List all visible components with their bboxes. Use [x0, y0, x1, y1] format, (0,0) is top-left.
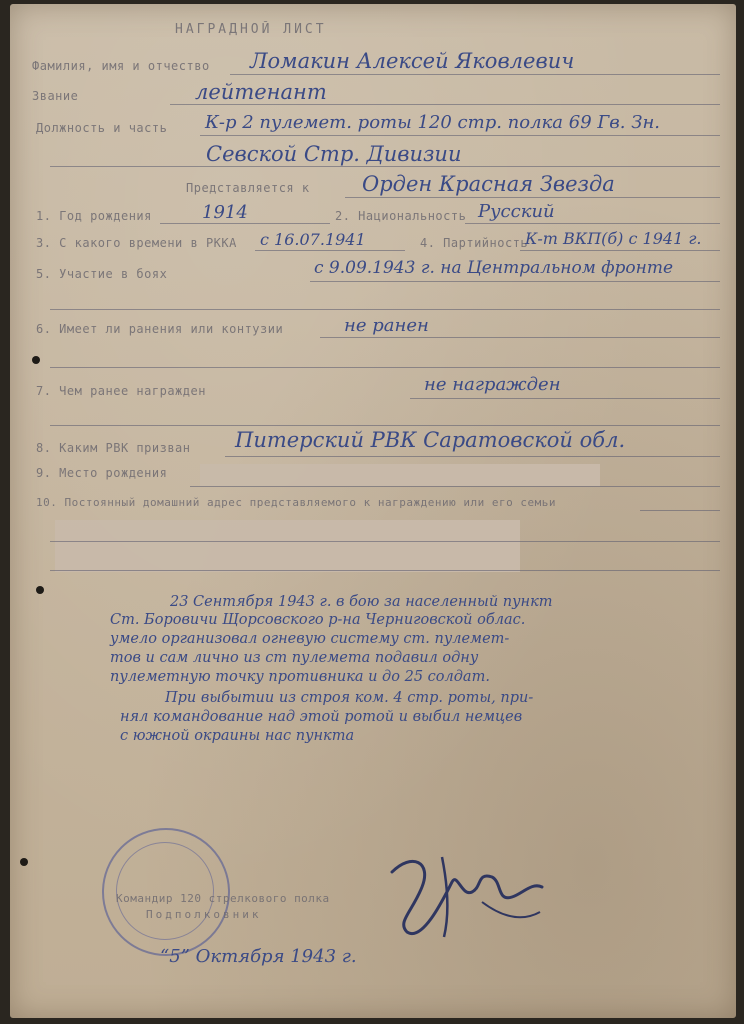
field-label-battles: 5. Участие в боях [36, 267, 168, 281]
rule [50, 367, 720, 368]
field-value-wounds: не ранен [344, 315, 429, 336]
handwritten-signature [382, 842, 552, 952]
rule [200, 135, 720, 136]
field-label-prior-awards: 7. Чем ранее награжден [36, 384, 206, 398]
rule [320, 337, 720, 338]
field-label-birthplace: 9. Место рождения [36, 466, 168, 480]
field-label-wounds: 6. Имеет ли ранения или контузии [36, 322, 284, 336]
field-value-battles: с 9.09.1943 г. на Центральном фронте [314, 258, 674, 278]
field-value-name: Ломакин Алексей Яковлевич [250, 49, 575, 73]
field-label-position: Должность и часть [36, 121, 168, 135]
award-sheet [10, 4, 736, 1018]
field-value-position-cont: Севской Стр. Дивизии [206, 142, 462, 166]
rule [640, 510, 720, 511]
field-value-nationality: Русский [478, 201, 555, 222]
rule [50, 425, 720, 426]
field-label-draft-office: 8. Каким РВК призван [36, 441, 191, 455]
narrative-line: Ст. Боровичи Щорсовского р-на Черниговской облас. [110, 612, 526, 628]
rule [190, 486, 720, 487]
field-value-rank: лейтенант [195, 80, 327, 104]
stamp-inner-ring [116, 842, 214, 940]
field-label-award: Представляется к [186, 181, 310, 195]
document-date: “5” Октября 1943 г. [160, 946, 357, 967]
punch-hole [32, 356, 40, 364]
signer-title: Командир 120 стрелкового полка [116, 892, 330, 905]
field-label-rank: Звание [32, 89, 79, 103]
rule [465, 223, 720, 224]
narrative-line: 23 Сентября 1943 г. в бою за населенный пункт [170, 594, 553, 610]
field-value-draft-office: Питерский РВК Саратовской обл. [235, 428, 626, 452]
rule [225, 456, 720, 457]
signer-rank: Подполковник [146, 908, 262, 921]
field-value-party: К-т ВКП(б) с 1941 г. [525, 229, 702, 248]
punch-hole [36, 586, 44, 594]
narrative-line: умело организовал огневую систему ст. пулемет- [110, 631, 510, 647]
rule [410, 398, 720, 399]
field-label-party: 4. Партийность [420, 236, 529, 250]
narrative-line: с южной окраины нас пункта [120, 728, 355, 744]
rule [345, 197, 720, 198]
form-title: НАГРАДНОЙ ЛИСТ [175, 22, 327, 37]
field-label-name: Фамилия, имя и отчество [32, 59, 210, 73]
redaction-block [200, 464, 600, 486]
field-label-service-since: 3. С какого времени в РККА [36, 236, 237, 250]
rule [50, 166, 720, 167]
field-value-award: Орден Красная Звезда [362, 172, 615, 196]
field-label-birth-year: 1. Год рождения [36, 209, 152, 223]
narrative-line: тов и сам лично из ст пулемета подавил одну [110, 650, 479, 666]
field-label-nationality: 2. Национальность [335, 209, 467, 223]
rule [310, 281, 720, 282]
redaction-block [55, 520, 520, 572]
field-value-prior-awards: не награжден [424, 374, 561, 395]
rule [160, 223, 330, 224]
rule [50, 541, 720, 542]
rule [230, 74, 720, 75]
rule [255, 250, 405, 251]
rule [170, 104, 720, 105]
rule [50, 309, 720, 310]
narrative-line: нял командование над этой ротой и выбил немцев [120, 709, 523, 725]
rule [520, 250, 720, 251]
field-label-address: 10. Постоянный домашний адрес представляемого к награждению или его семьи [36, 496, 556, 509]
field-value-birth-year: 1914 [202, 202, 248, 223]
rule [50, 570, 720, 571]
punch-hole [20, 858, 28, 866]
narrative-line: пулеметную точку противника и до 25 солдат. [110, 669, 490, 685]
field-value-service-since: с 16.07.1941 [260, 230, 366, 249]
field-value-position: К-р 2 пулемет. роты 120 стр. полка 69 Гв. Зн. [205, 112, 661, 133]
narrative-line: При выбытии из строя ком. 4 стр. роты, при- [165, 690, 534, 706]
